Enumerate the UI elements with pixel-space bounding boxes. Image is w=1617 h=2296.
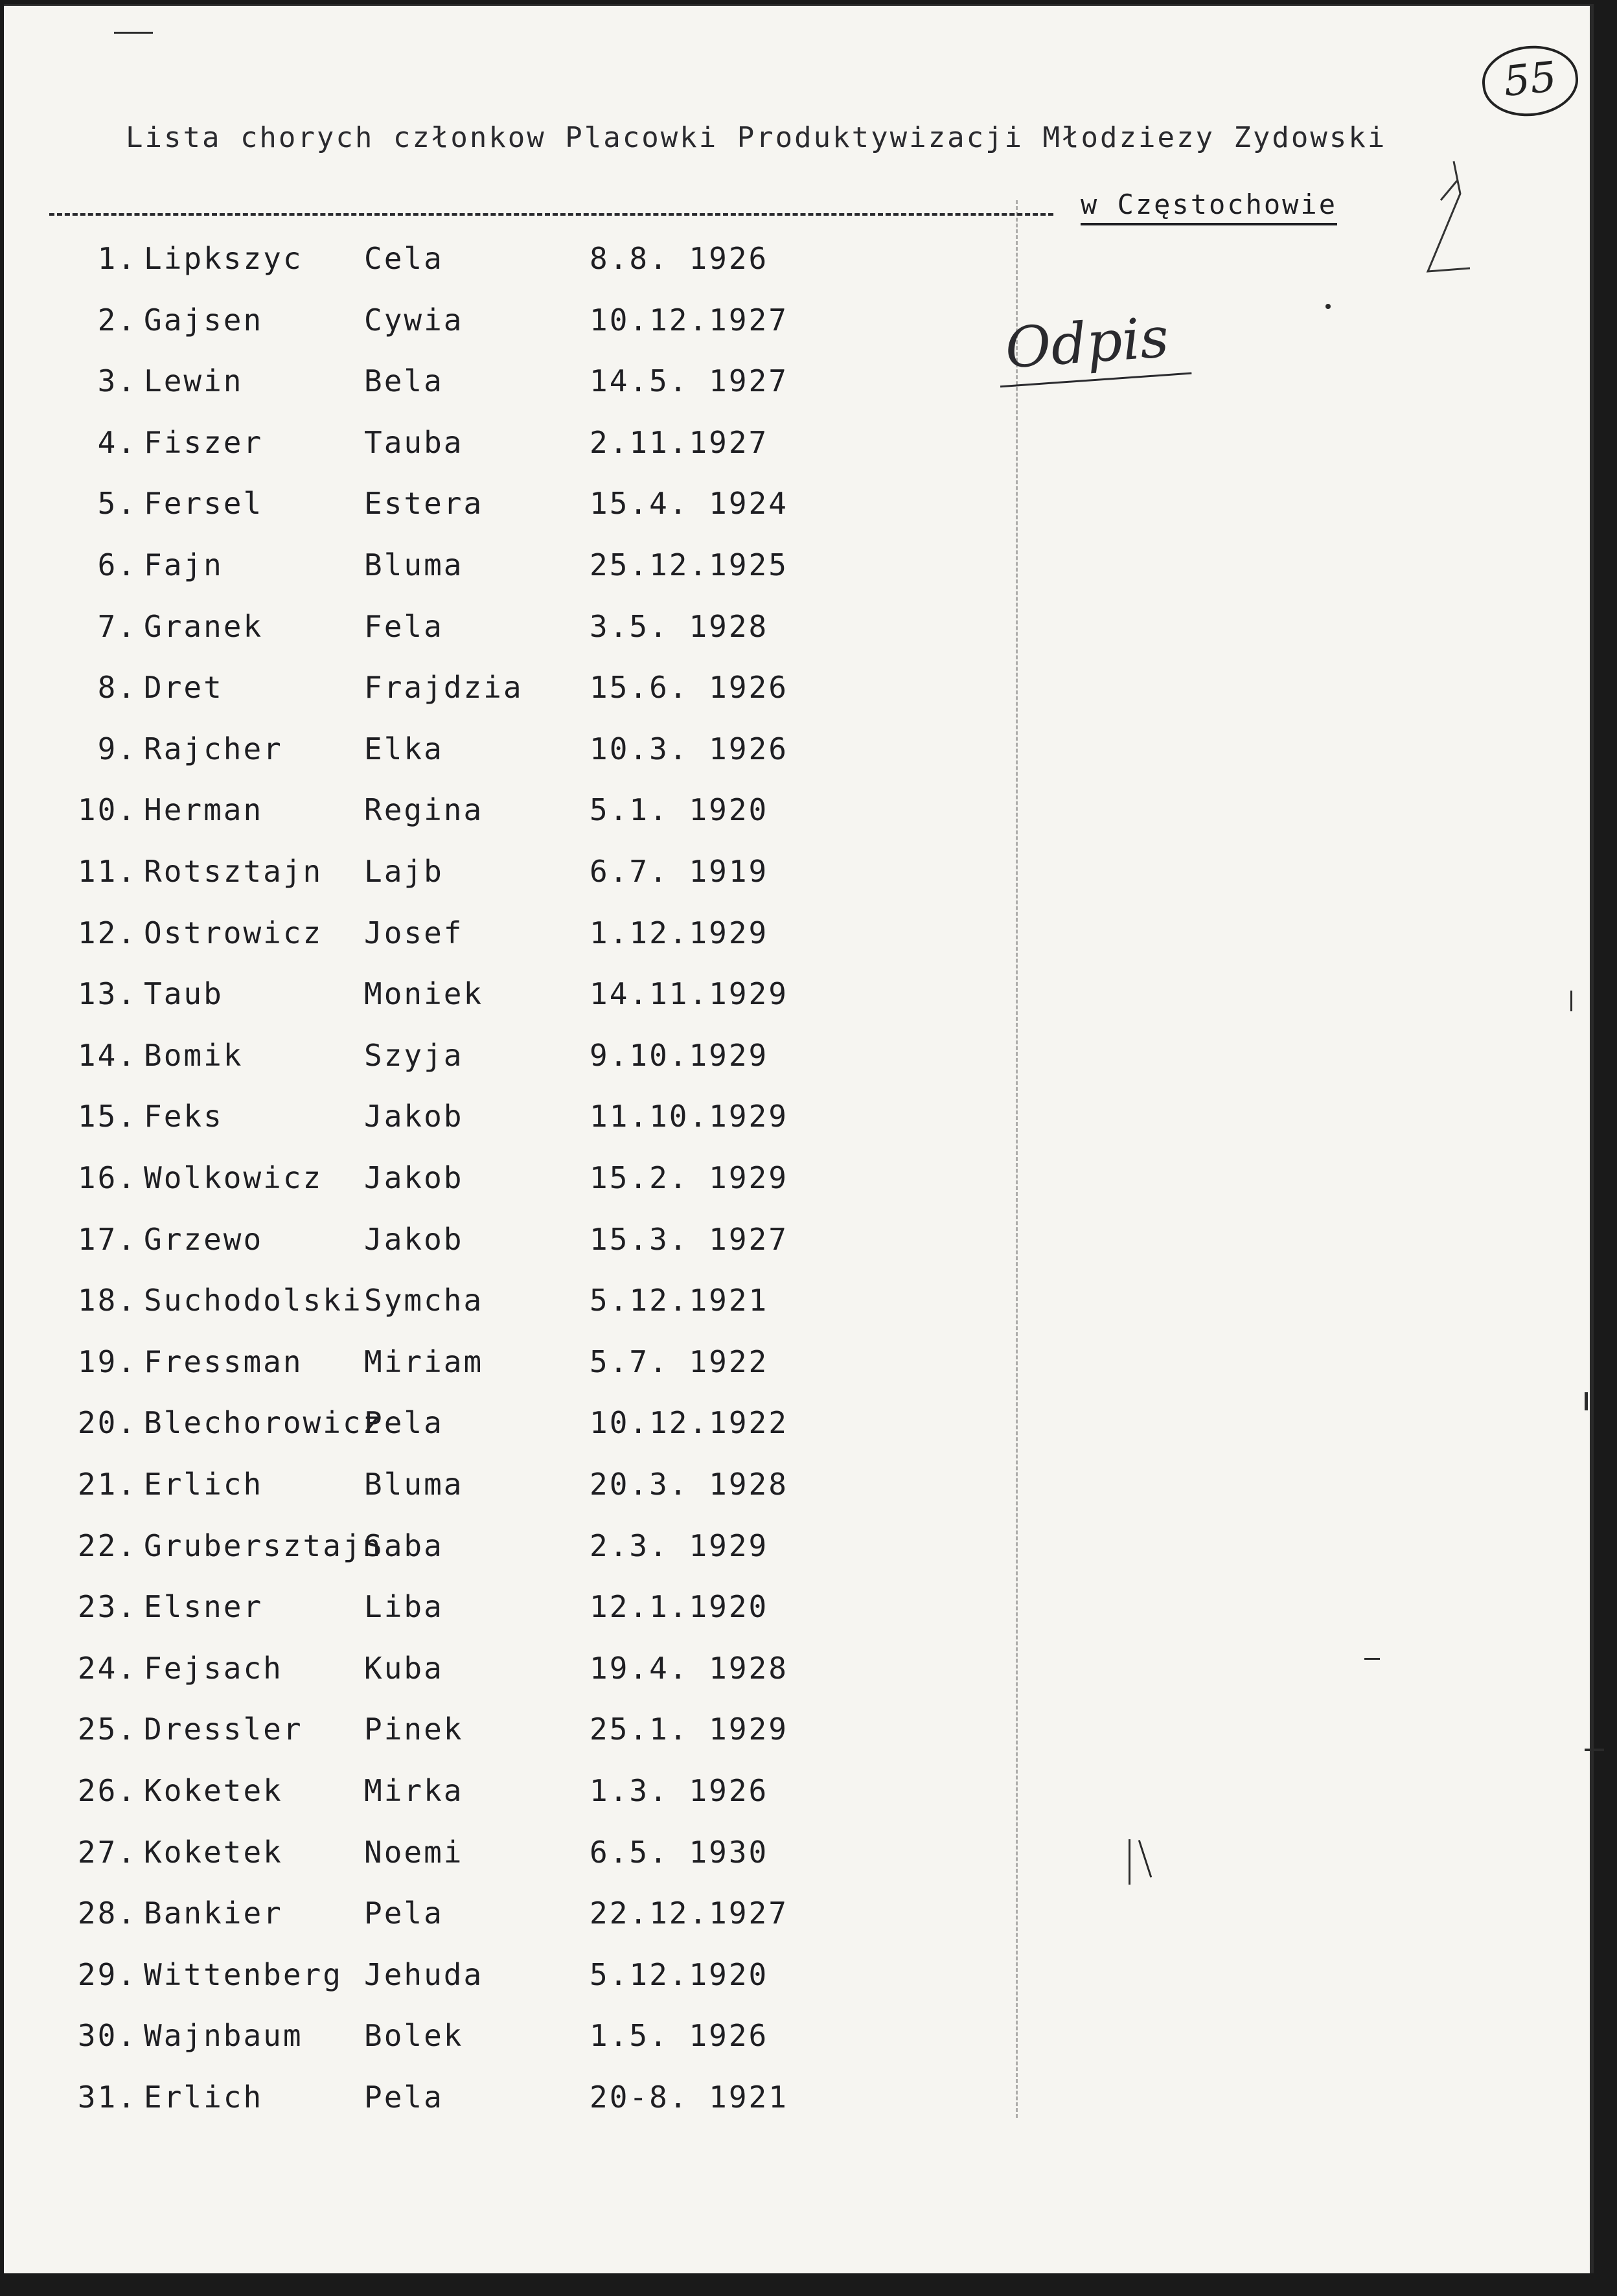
entry-number: 28. (77, 1896, 137, 1931)
entry-first-name: Moniek (364, 976, 484, 1012)
entry-birth-date: 15.6. 1926 (590, 670, 788, 706)
entry-number: 3. (97, 363, 137, 399)
entry-birth-date: 5.1. 1920 (590, 792, 769, 828)
entry-first-name: Josef (364, 915, 464, 950)
entry-surname: Bomik (144, 1037, 244, 1073)
entry-surname: Fiszer (144, 424, 264, 460)
entry-birth-date: 22.12.1927 (590, 1896, 788, 1931)
entry-first-name: Elka (364, 731, 444, 766)
entry-surname: Suchodolski (144, 1283, 363, 1318)
entry-number: 20. (77, 1405, 137, 1441)
entry-birth-date: 9.10.1929 (590, 1037, 769, 1073)
entry-first-name: Bela (364, 363, 444, 399)
entry-birth-date: 8.8. 1926 (590, 241, 769, 276)
entry-first-name: Noemi (364, 1834, 464, 1870)
entry-number: 8. (97, 670, 137, 706)
entry-first-name: Pinek (364, 1712, 464, 1747)
entry-surname: Fressman (144, 1344, 303, 1379)
entry-first-name: Symcha (364, 1283, 484, 1318)
entry-number: 29. (77, 1957, 137, 1992)
ink-mark (1585, 1392, 1588, 1410)
entry-birth-date: 1.5. 1926 (590, 2018, 769, 2054)
entry-birth-date: 10.12.1927 (590, 302, 788, 338)
entry-number: 12. (77, 915, 137, 950)
ink-mark (1585, 1749, 1604, 1751)
entry-surname: Koketek (144, 1773, 283, 1808)
ink-mark (1129, 1839, 1130, 1885)
entry-surname: Grzewo (144, 1221, 264, 1257)
entry-number: 25. (77, 1712, 137, 1747)
entry-number: 17. (77, 1221, 137, 1257)
entry-surname: Gajsen (144, 302, 264, 338)
entry-birth-date: 1.3. 1926 (590, 1773, 769, 1808)
document-title: Lista chorych członkow Placowki Produktywizacji Młodziezy Zydowski (126, 121, 1387, 154)
entry-birth-date: 3.5. 1928 (590, 608, 769, 644)
fold-line (1016, 200, 1018, 2118)
entry-surname: Elsner (144, 1589, 264, 1625)
entry-number: 21. (77, 1467, 137, 1502)
entry-birth-date: 5.12.1920 (590, 1957, 769, 1992)
entry-first-name: Mirka (364, 1773, 464, 1808)
entry-number: 31. (77, 2080, 137, 2115)
entry-birth-date: 2.3. 1929 (590, 1528, 769, 1563)
entry-number: 23. (77, 1589, 137, 1625)
entry-birth-date: 15.4. 1924 (590, 486, 788, 522)
entry-birth-date: 5.7. 1922 (590, 1344, 769, 1379)
entry-first-name: Jakob (364, 1221, 464, 1257)
entry-first-name: Tauba (364, 424, 464, 460)
handwritten-annotation: Odpis (996, 304, 1192, 387)
entry-number: 11. (77, 854, 137, 889)
entry-birth-date: 15.3. 1927 (590, 1221, 788, 1257)
entry-birth-date: 1.12.1929 (590, 915, 769, 950)
entry-birth-date: 25.12.1925 (590, 547, 788, 582)
document-page (4, 4, 1594, 2273)
entry-surname: Blechorowicz (144, 1405, 383, 1441)
entry-birth-date: 20-8. 1921 (590, 2080, 788, 2115)
entry-birth-date: 19.4. 1928 (590, 1650, 788, 1686)
entry-first-name: Saba (364, 1528, 444, 1563)
entry-first-name: Pela (364, 2080, 444, 2115)
ink-mark (1570, 991, 1572, 1011)
corner-pencil-mark-icon (1421, 155, 1473, 278)
entry-first-name: Jehuda (364, 1957, 484, 1992)
entry-surname: Taub (144, 976, 224, 1012)
entry-surname: Fersel (144, 486, 264, 522)
entry-first-name: Liba (364, 1589, 444, 1625)
entry-surname: Bankier (144, 1896, 283, 1931)
entry-surname: Wajnbaum (144, 2018, 303, 2054)
entry-number: 30. (77, 2018, 137, 2054)
entry-surname: Feks (144, 1099, 224, 1134)
entry-surname: Rotsztajn (144, 854, 323, 889)
entry-first-name: Bluma (364, 547, 464, 582)
entry-first-name: Frajdzia (364, 670, 523, 706)
entry-number: 10. (77, 792, 137, 828)
entry-first-name: Cywia (364, 302, 464, 338)
entry-number: 9. (97, 731, 137, 766)
entry-number: 18. (77, 1283, 137, 1318)
entry-surname: Grubersztajn (144, 1528, 383, 1563)
page-number-stamp: 55 (1479, 41, 1581, 121)
ink-mark (114, 32, 153, 34)
entry-birth-date: 10.3. 1926 (590, 731, 788, 766)
entry-surname: Erlich (144, 1467, 264, 1502)
entry-number: 26. (77, 1773, 137, 1808)
entry-birth-date: 6.7. 1919 (590, 854, 769, 889)
entry-birth-date: 12.1.1920 (590, 1589, 769, 1625)
ink-mark (1364, 1658, 1380, 1660)
entry-first-name: Bluma (364, 1467, 464, 1502)
entry-birth-date: 5.12.1921 (590, 1283, 769, 1318)
entry-number: 27. (77, 1834, 137, 1870)
entry-surname: Ostrowicz (144, 915, 323, 950)
entry-surname: Herman (144, 792, 264, 828)
entry-first-name: Cela (364, 241, 444, 276)
entry-surname: Fajn (144, 547, 224, 582)
entry-first-name: Szyja (364, 1037, 464, 1073)
entry-surname: Lewin (144, 363, 244, 399)
entry-birth-date: 14.5. 1927 (590, 363, 788, 399)
entry-first-name: Pela (364, 1405, 444, 1441)
entry-number: 22. (77, 1528, 137, 1563)
entry-number: 15. (77, 1099, 137, 1134)
entry-number: 14. (77, 1037, 137, 1073)
entry-first-name: Jakob (364, 1160, 464, 1195)
entry-number: 13. (77, 976, 137, 1012)
entry-number: 5. (97, 486, 137, 522)
document-city: w Częstochowie (1081, 189, 1337, 225)
entry-birth-date: 25.1. 1929 (590, 1712, 788, 1747)
entry-first-name: Lajb (364, 854, 444, 889)
entry-first-name: Regina (364, 792, 484, 828)
entry-surname: Koketek (144, 1834, 283, 1870)
entry-birth-date: 20.3. 1928 (590, 1467, 788, 1502)
dashed-separator (49, 213, 1053, 216)
entry-birth-date: 6.5. 1930 (590, 1834, 769, 1870)
ink-dot (1325, 304, 1331, 309)
entry-number: 4. (97, 424, 137, 460)
entry-number: 2. (97, 302, 137, 338)
entry-first-name: Jakob (364, 1099, 464, 1134)
entry-first-name: Pela (364, 1896, 444, 1931)
entry-surname: Lipkszyc (144, 241, 303, 276)
entry-first-name: Bolek (364, 2018, 464, 2054)
entry-number: 19. (77, 1344, 137, 1379)
entry-birth-date: 10.12.1922 (590, 1405, 788, 1441)
entry-surname: Erlich (144, 2080, 264, 2115)
entry-surname: Rajcher (144, 731, 283, 766)
entry-number: 24. (77, 1650, 137, 1686)
entry-number: 6. (97, 547, 137, 582)
entry-surname: Fejsach (144, 1650, 283, 1686)
entry-surname: Dressler (144, 1712, 303, 1747)
entry-surname: Granek (144, 608, 264, 644)
entry-number: 1. (97, 241, 137, 276)
entry-first-name: Estera (364, 486, 484, 522)
entry-birth-date: 14.11.1929 (590, 976, 788, 1012)
entry-birth-date: 15.2. 1929 (590, 1160, 788, 1195)
entry-first-name: Kuba (364, 1650, 444, 1686)
entry-birth-date: 11.10.1929 (590, 1099, 788, 1134)
entry-first-name: Miriam (364, 1344, 484, 1379)
ink-mark (1138, 1840, 1152, 1877)
entry-surname: Wolkowicz (144, 1160, 323, 1195)
entry-first-name: Fela (364, 608, 444, 644)
entry-birth-date: 2.11.1927 (590, 424, 769, 460)
entry-number: 16. (77, 1160, 137, 1195)
entry-surname: Dret (144, 670, 224, 706)
entry-surname: Wittenberg (144, 1957, 343, 1992)
entry-number: 7. (97, 608, 137, 644)
